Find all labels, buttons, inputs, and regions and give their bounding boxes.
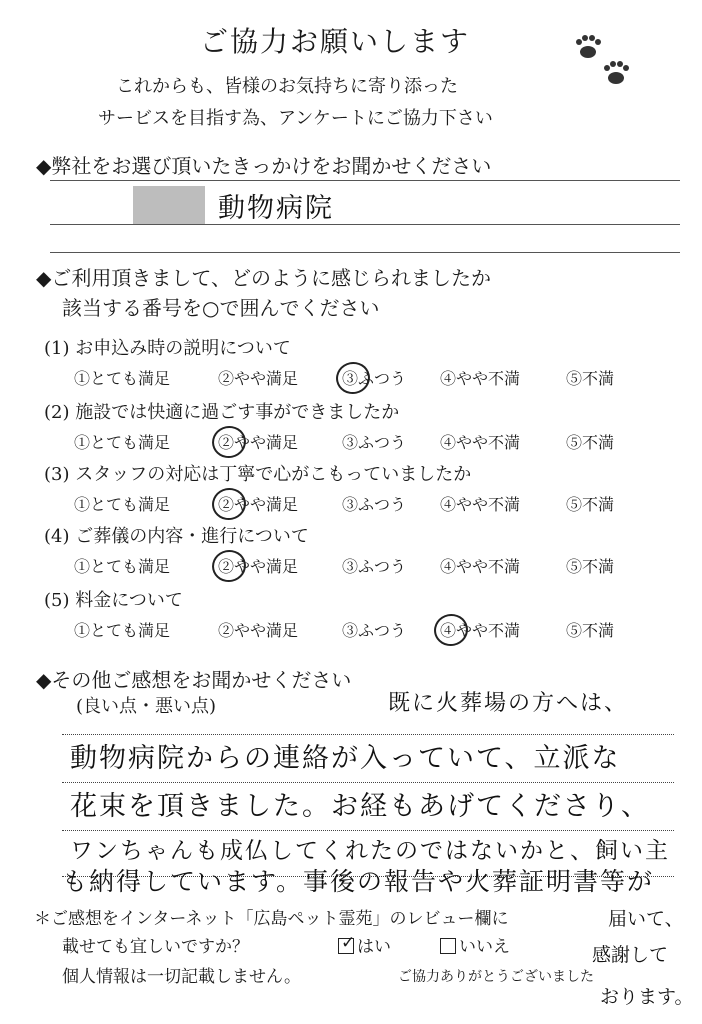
rating-option[interactable]: ③ふつう [342,557,407,576]
comment-line: 既に火葬場の方へは、 [388,691,629,716]
divider [50,224,680,225]
rating-option[interactable]: ④やや不満 [440,621,521,640]
rating-option[interactable]: ④やや不満 [440,433,521,452]
comment-line: 感謝して [592,944,669,966]
rating-option[interactable]: ②やや満足 [218,495,299,514]
subtitle-line-1: これからも、皆様のお気持ちに寄り添った [116,76,458,97]
yes-option[interactable]: ✓ はい [338,932,391,957]
divider [62,734,674,735]
page-title: ご協力お願いします [200,25,471,58]
comment-line: 花束を頂きました。お経もあげてくださり、 [70,791,650,822]
section1-heading: ◆弊社をお選び頂いたきっかけをお聞かせください [36,154,492,178]
divider [50,252,680,253]
divider [62,782,674,783]
rating-option[interactable]: ④やや不満 [440,557,521,576]
rating-option[interactable]: ②やや満足 [218,433,299,452]
section2-heading-1: ◆ご利用頂きまして、どのように感じられましたか [36,266,491,290]
no-option[interactable]: いいえ [440,932,510,957]
comment-line: 届いて、 [608,908,684,930]
rating-option[interactable]: ②やや満足 [218,369,299,388]
footer-review-question-2: 載せても宜しいですか？ [62,937,249,957]
rating-option[interactable]: ⑤不満 [566,557,615,576]
footer-review-question: ＊ご感想をインターネット「広島ペット霊苑」のレビュー欄に [34,909,509,929]
question-label: (2) 施設では快適に過ごす事ができましたか [44,402,400,423]
rating-option[interactable]: ①とても満足 [74,557,171,576]
selected-circle-mark [209,423,249,461]
check-icon: ✓ [341,933,356,953]
section1-answer: 動物病院 [218,193,334,224]
rating-option[interactable]: ③ふつう [342,621,407,640]
selected-circle-mark [209,547,249,585]
rating-option[interactable]: ①とても満足 [74,433,171,452]
rating-option[interactable]: ③ふつう [342,495,407,514]
comment-line: ワンちゃんも成仏してくれたのではないかと、飼い主 [70,838,670,864]
rating-option[interactable]: ⑤不満 [566,433,615,452]
section2-heading-2: 該当する番号を○で囲んでください [62,296,380,320]
selected-circle-mark [209,485,249,523]
rating-option[interactable]: ⑤不満 [566,495,615,514]
yes-checkbox[interactable] [338,933,356,954]
rating-option[interactable]: ②やや満足 [218,621,299,640]
thanks-note: ご協力ありがとうございました [398,969,594,985]
rating-option[interactable]: ③ふつう [342,433,407,452]
rating-option[interactable]: ⑤不満 [566,369,615,388]
rating-option[interactable]: ⑤不満 [566,621,615,640]
section3-subheading: (良い点・悪い点) [76,696,217,717]
redacted-block [133,186,205,224]
selected-circle-mark [431,611,471,649]
rating-option[interactable]: ③ふつう [342,369,407,388]
divider [62,830,674,831]
question-label: (3) スタッフの対応は丁寧で心がこもっていましたか [44,464,472,485]
rating-option[interactable]: ①とても満足 [74,369,171,388]
rating-option[interactable]: ④やや不満 [440,495,521,514]
rating-option[interactable]: ④やや不満 [440,369,521,388]
rating-option[interactable]: ①とても満足 [74,621,171,640]
privacy-note: 個人情報は一切記載しません。 [62,967,302,987]
rating-option[interactable]: ①とても満足 [74,495,171,514]
question-label: (4) ご葬儀の内容・進行について [44,526,309,547]
question-label: (1) お申込み時の説明について [44,338,291,359]
selected-circle-mark [333,359,373,397]
section3-heading: ◆その他ご感想をお聞かせください [36,668,352,692]
question-label: (5) 料金について [44,590,183,611]
paw-prints-icon [570,32,640,90]
rating-option[interactable]: ②やや満足 [218,557,299,576]
no-checkbox[interactable] [440,938,456,954]
divider [50,180,680,181]
comment-line: も納得しています。事後の報告や火葬証明書等が [62,867,655,896]
subtitle-line-2: サービスを目指す為、アンケートにご協力下さい [98,108,493,129]
comment-line: 動物病院からの連絡が入っていて、立派な [70,743,621,774]
comment-line: おります。 [600,986,694,1008]
